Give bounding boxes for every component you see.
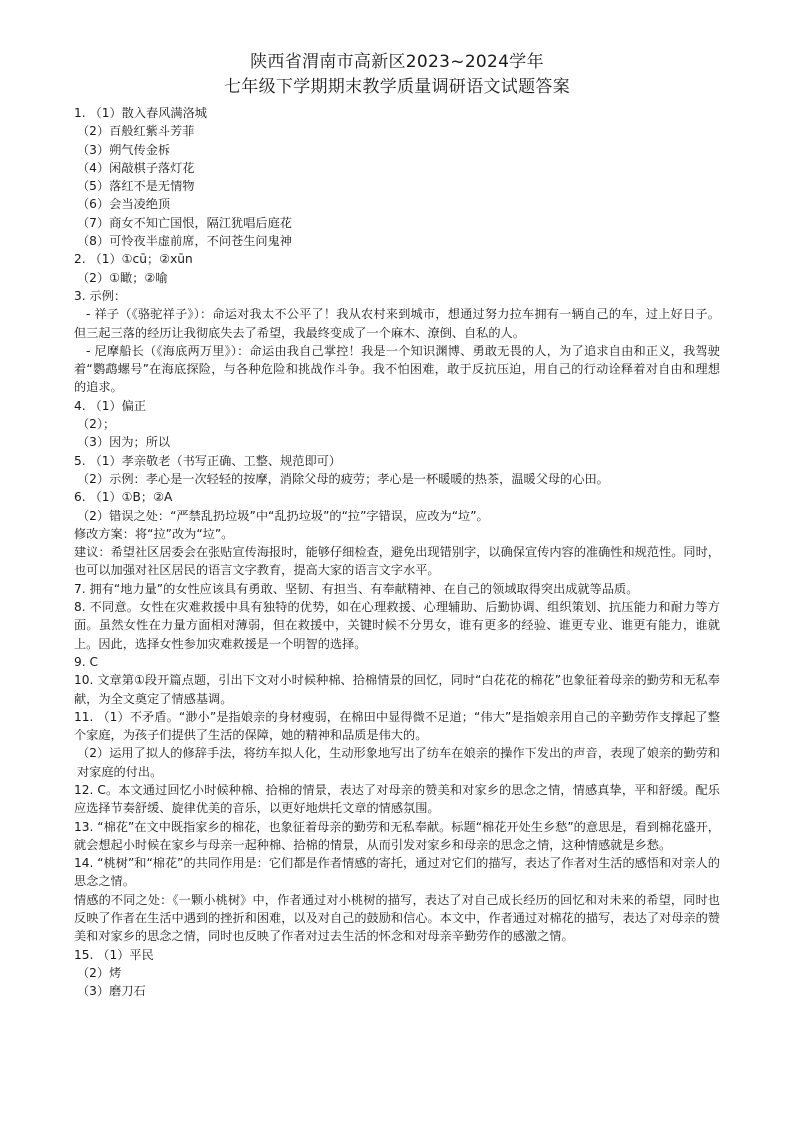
- answer-line: （7）商女不知亡国恨，隔江犹唱后庭花: [77, 215, 292, 230]
- answer-paragraph: （2）运用了拟人的修辞手法，将纺车拟人化，生动形象地写出了纺车在娘亲的操作下发出的声音，表现了娘亲的勤劳和对家庭的付出。: [77, 746, 720, 779]
- answer-line: 3. 示例：: [74, 288, 127, 303]
- answer-line: 5. （1）孝亲敬老（书写正确、工整、规范即可）: [74, 453, 342, 468]
- answer-line: （2）①瞰；②喻: [77, 270, 168, 285]
- page-title-line1: 陕西省渭南市高新区2023~2024学年: [250, 52, 544, 72]
- page-title-line2: 七年级下学期期末教学质量调研语文试题答案: [224, 77, 570, 97]
- answer-paragraph: 14. “桃树”和“棉花”的共同作用是：它们都是作者情感的寄托，通过对它们的描写，表达了作者对生活的感悟和对亲人的思念之情。: [74, 856, 720, 889]
- answer-line: （8）可怜夜半虚前席，不问苍生问鬼神: [77, 234, 292, 249]
- answer-line: （2）错误之处：“严禁乱扔垃圾”中“乱扔垃圾”的“拉”字错误，应改为“垃”。: [77, 508, 489, 523]
- answer-content: [74, 104, 720, 1001]
- answer-line: （5）落红不是无情物: [77, 179, 195, 194]
- answer-paragraph: 13. “棉花”在文中既指家乡的棉花，也象征着母亲的勤劳和无私奉献。标题“棉花开处生乡愁”的意思是，看到棉花盛开，就会想起小时候在家乡与母亲一起种棉、拾棉的情景，从而引发对家乡和母亲的思念之情，这种情感就是乡愁。: [74, 819, 720, 852]
- answer-line: （2）；: [77, 417, 116, 432]
- answer-line: 修改方案：将“拉”改为“垃”。: [74, 526, 234, 541]
- answer-paragraph: 8. 不同意。女性在灾难救援中具有独特的优势，如在心理救援、心理辅助、后勤协调、组织策划、抗压能力和耐力等方面。虽然女性在力量方面相对薄弱，但在救援中，关键时候不分男女，谁有更多的经验、谁更专业、谁更有能力，谁就上。因此，选择女性参加灾难救援是一个明智的选择。: [74, 600, 720, 651]
- answer-paragraph: 12. C。本文通过回忆小时候种棉、拾棉的情景，表达了对母亲的赞美和对家乡的思念之情，情感真挚，平和舒缓。配乐应选择节奏舒缓、旋律优美的音乐，以更好地烘托文章的情感氛围。: [74, 782, 720, 816]
- answer-line: 6. （1）①B；②A: [74, 490, 173, 505]
- answer-paragraph: 建议：希望社区居委会在张贴宣传海报时，能够仔细检查，避免出现错别字，以确保宣传内容的准确性和规范性。同时，也可以加强对社区居民的语言文字教育，提高大家的语言文字水平。: [74, 545, 720, 578]
- answer-paragraph: 情感的不同之处：《一颗小桃树》中，作者通过对小桃树的描写，表达了对自己成长经历的回忆和对未来的希望，同时也反映了作者在生活中遇到的挫折和困难，以及对自己的鼓励和信心。本文中，作者通过对棉花的描写，表达了对母亲的赞美和对家乡的思念之情，同时也反映了作者对过去生活的怀念和对母亲辛勤劳作的感激之情。: [74, 892, 720, 944]
- answer-line: 15. （1）平民: [74, 947, 154, 962]
- answer-paragraph: 10. 文章第①段开篇点题，引出下文对小时候种棉、拾棉情景的回忆，同时“白花花的棉花”也象征着母亲的勤劳和无私奉献，为全文奠定了情感基调。: [74, 673, 720, 706]
- answer-line: （2）烤: [77, 965, 122, 980]
- answer-line: （4）闲敲棋子落灯花: [77, 160, 195, 175]
- answer-line: （3）朔气传金柝: [77, 142, 171, 157]
- answer-paragraph: - 尼摩船长（《海底两万里》）：命运由我自己掌控！我是一个知识渊博、勇敢无畏的人，为了追求自由和正义，我驾驶着“鹦鹉螺号”在海底探险，与各种危险和挑战作斗争。我不怕困难，敢于反抗压迫，用自己的行动诠释着对自由和理想的追求。: [74, 343, 720, 395]
- answer-paragraph: - 祥子（《骆驼祥子》）：命运对我太不公平了！我从农村来到城市，想通过努力拉车拥有一辆自己的车，过上好日子。但三起三落的经历让我彻底失去了希望，我最终变成了一个麻木、潦倒、自私的人。: [74, 307, 720, 340]
- answer-line: 9. C: [74, 654, 99, 669]
- answer-line: （2）示例：孝心是一次轻轻的按摩，消除父母的疲劳；孝心是一杯暖暖的热茶，温暖父母的心田。: [77, 471, 609, 486]
- answer-paragraph: 11. （1）不矛盾。“渺小”是指娘亲的身材瘦弱，在棉田中显得微不足道；“伟大”是指娘亲用自己的辛勤劳作支撑起了整个家庭，为孩子们提供了生活的保障，她的精神和品质是伟大的。: [74, 709, 720, 743]
- answer-line: （2）百般红紫斗芳菲: [77, 124, 195, 139]
- answer-line: 2. （1）①cū；②xūn: [74, 252, 193, 267]
- answer-line: 1. （1）散入春风满洛城: [74, 106, 207, 120]
- answer-line: （3）因为；所以: [77, 435, 171, 450]
- answer-line: 4. （1）偏正: [74, 398, 147, 413]
- answer-line: 7. 拥有“地力量”的女性应该具有勇敢、坚韧、有担当、有奉献精神、在自己的领域取得突出成就等品质。: [74, 581, 639, 596]
- answer-line: （3）磨刀石: [77, 984, 146, 999]
- answer-line: （6）会当凌绝顶: [77, 197, 171, 212]
